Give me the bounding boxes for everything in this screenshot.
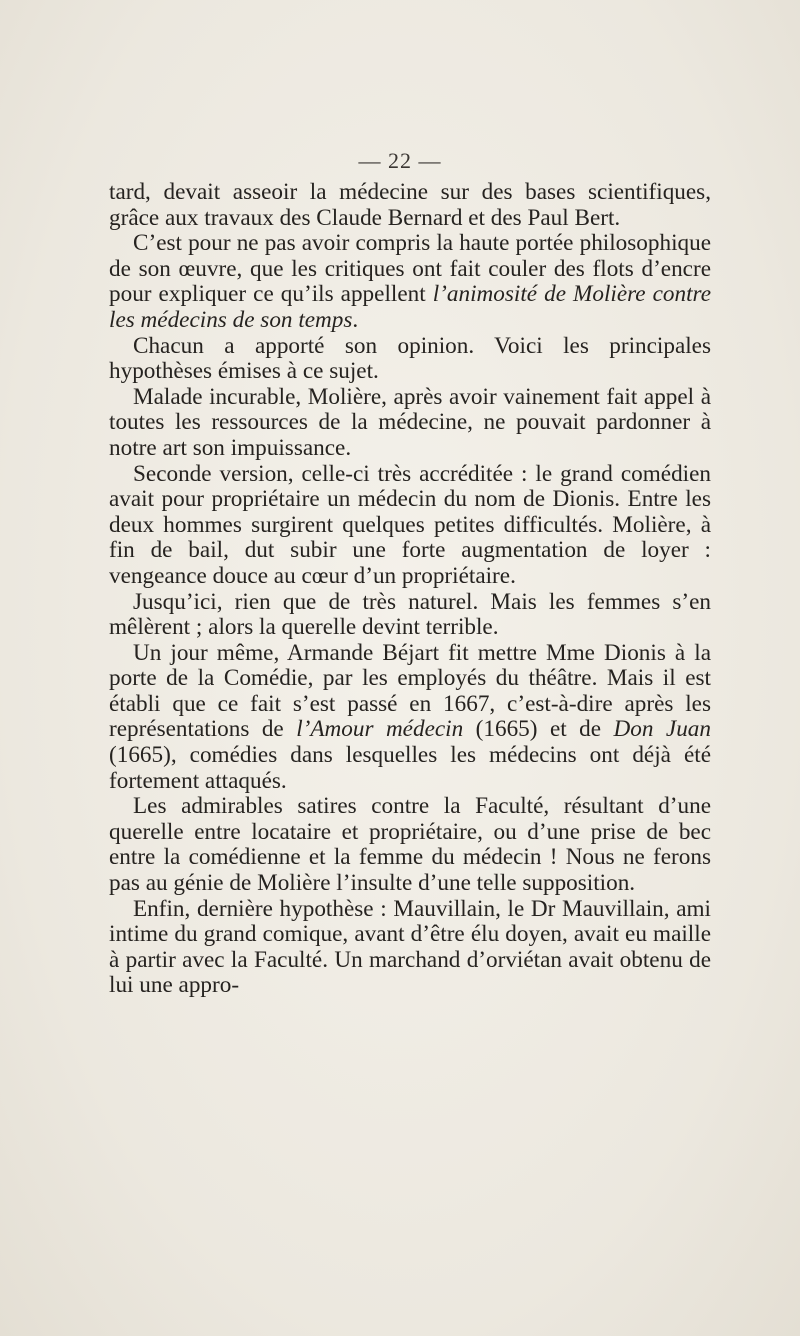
paragraph bbox=[109, 641, 711, 795]
italic-title-text: l’Amour médecin bbox=[296, 716, 464, 743]
text-run: Malade incurable, Molière, après avoir vainement fait appel à toutes les ressources de la médecine, ne pouvait pardonner à notre art son impuissance. bbox=[109, 383, 711, 461]
paragraph bbox=[109, 385, 711, 462]
text-run: Seconde version, celle-ci très accréditée : le grand comédien avait pour propriétaire un médecin du nom de Dionis. Entre les deux hommes surgirent quelques petites difficultés. Molière, à fin de bail, dut subir une forte augmentation de loyer : vengeance douce au cœur d’un propriétaire. bbox=[109, 460, 711, 589]
text-run: Jusqu’ici, rien que de très naturel. Mais les femmes s’en mêlèrent ; alors la querelle devint terrible. bbox=[109, 588, 711, 641]
text-run: C’est pour ne pas avoir compris la haute portée philosophique de son œuvre, que les critiques ont fait couler des flots d’encre pour expliquer ce qu’ils appellent bbox=[109, 230, 711, 308]
paragraph bbox=[109, 180, 711, 231]
paragraph bbox=[109, 897, 711, 999]
italic-title-text: Don Juan bbox=[613, 716, 711, 743]
italic-title-text: l’animosité de Molière contre les médecins de son temps bbox=[109, 281, 712, 333]
page-number: — 22 — bbox=[358, 148, 442, 173]
text-run: . bbox=[352, 306, 359, 333]
text-run: tard, devait asseoir la médecine sur des bases scientifiques, grâce aux travaux des Claude Bernard et des Paul Bert. bbox=[109, 179, 711, 231]
text-run: (1665), comédies dans lesquelles les médecins ont déjà été fortement attaqués. bbox=[109, 742, 711, 794]
text-run: Les admirables satires contre la Faculté, résultant d’une querelle entre locataire et propriétaire, ou d’une prise de bec entre la comédienne et la femme du médecin ! Nous ne ferons pas au génie de Molière l’insulte d’une telle supposition. bbox=[109, 793, 711, 897]
paragraph bbox=[109, 590, 711, 641]
paragraph bbox=[109, 462, 711, 590]
paragraph bbox=[109, 334, 711, 385]
text-run: Un jour même, Armande Béjart fit mettre Mme Dionis à la porte de la Comédie, par les employés du théâtre. Mais il est établi que ce fait s’est passé en 1667, c’est-à-dire après les représentations de bbox=[109, 639, 711, 743]
paragraph bbox=[109, 794, 711, 896]
text-run: (1665) et de bbox=[463, 716, 614, 743]
paragraph bbox=[109, 231, 711, 333]
text-run: Enfin, dernière hypothèse : Mauvillain, le Dr Mauvillain, ami intime du grand comique, avant d’être élu doyen, avait eu maille à partir avec la Faculté. Un marchand d’orviétan avait obtenu de lui une appro- bbox=[109, 895, 711, 999]
body-text bbox=[109, 180, 711, 999]
text-run: Chacun a apporté son opinion. Voici les principales hypothèses émises à ce sujet. bbox=[109, 332, 711, 385]
